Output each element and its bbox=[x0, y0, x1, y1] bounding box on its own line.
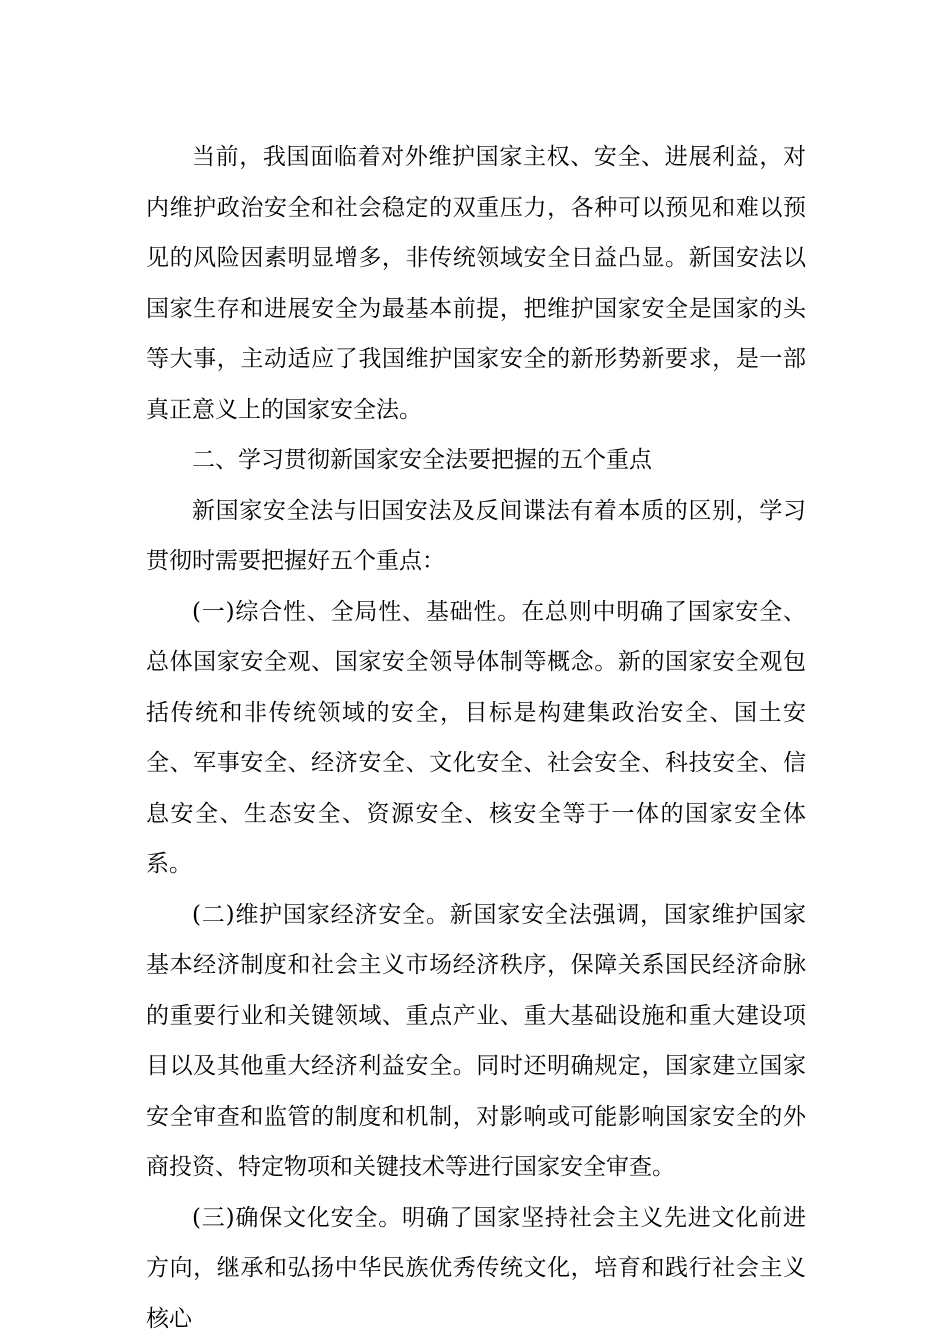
paragraph-current-situation: 当前，我国面临着对外维护国家主权、安全、进展利益，对内维护政治安全和社会稳定的双重压力，各种可以预见和难以预见的风险因素明显增多，非传统领域安全日益凸显。新国安法以国家生存和进展安全为最基本前提，把维护国家安全是国家的头等大事，主动适应了我国维护国家安全的新形势新要求，是一部真正意义上的国家安全法。 bbox=[146, 144, 806, 423]
paragraph-point-three: (三)确保文化安全。明确了国家坚持社会主义先进文化前进方向，继承和弘扬中华民族优秀传统文化，培育和践行社会主义核心 bbox=[146, 1204, 806, 1332]
document-body bbox=[146, 132, 806, 1344]
paragraph-point-one: (一)综合性、全局性、基础性。在总则中明确了国家安全、总体国家安全观、国家安全领导体制等概念。新的国家安全观包括传统和非传统领域的安全，目标是构建集政治安全、国土安全、军事安全、经济安全、文化安全、社会安全、科技安全、信息安全、生态安全、资源安全、核安全等于一体的国家安全体系。 bbox=[146, 598, 806, 877]
section-heading-five-key-points: 二、学习贯彻新国家安全法要把握的五个重点 bbox=[192, 447, 652, 473]
paragraph-point-two: (二)维护国家经济安全。新国家安全法强调，国家维护国家基本经济制度和社会主义市场经济秩序，保障关系国民经济命脉的重要行业和关键领域、重点产业、重大基础设施和重大建设项目以及其他重大经济利益安全。同时还明确规定，国家建立国家安全审查和监管的制度和机制，对影响或可能影响国家安全的外商投资、特定物项和关键技术等进行国家安全审查。 bbox=[146, 901, 806, 1180]
paragraph-five-key-points-intro: 新国家安全法与旧国安法及反间谍法有着本质的区别，学习贯彻时需要把握好五个重点： bbox=[146, 497, 806, 574]
